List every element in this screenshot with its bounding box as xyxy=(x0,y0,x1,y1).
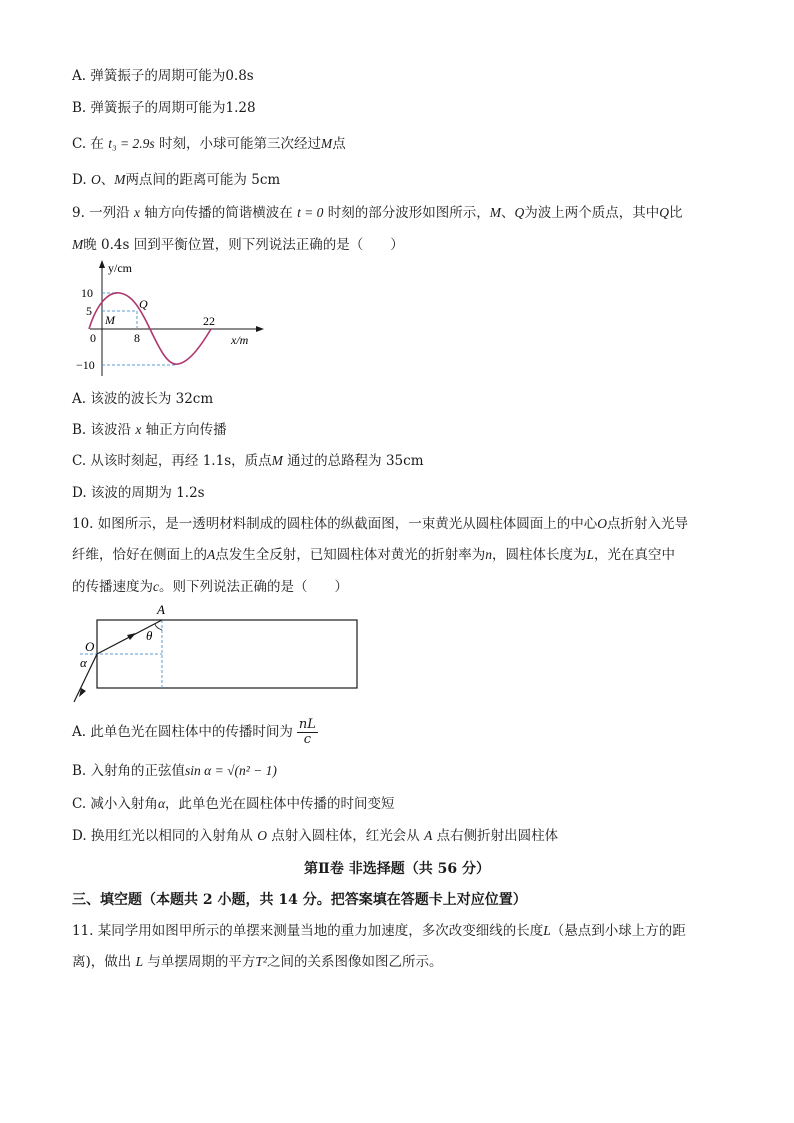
label-theta: θ xyxy=(146,628,153,643)
label-q: Q xyxy=(139,297,148,311)
label-m: M xyxy=(105,313,115,327)
tick-x-8: 8 xyxy=(134,331,140,345)
q10-stem-line1: 10. 如图所示，是一透明材料制成的圆柱体的纵截面图，一束黄光从圆柱体圆面上的中心O点折射入光导 xyxy=(72,516,689,532)
q10-stem-line3: 的传播速度为c。则下列说法正确的是（ ） xyxy=(72,579,348,595)
q9-option-c: C. 从该时刻起，再经 1.1s，质点M 通过的总路程为 35cm xyxy=(72,453,424,469)
q10-stem-line2: 纤维，恰好在侧面上的A点发生全反射，已知圆柱体对黄光的折射率为n，圆柱体长度为L，光在真空中 xyxy=(72,547,676,563)
tick-y-5: 5 xyxy=(86,304,92,318)
q9-stem-line2: M晚 0.4s 回到平衡位置，则下列说法正确的是（ ） xyxy=(72,237,404,253)
q9-option-a: A. 该波的波长为 32cm xyxy=(72,391,214,407)
x-axis-label: x/m xyxy=(231,333,249,347)
fraction-nl-over-c: $\frac{nL}{c}$ xyxy=(298,717,316,747)
q11-stem-line1: 11. 某同学用如图甲所示的单摆来测量当地的重力加速度，多次改变细线的长度L（悬点到小球上方的距 xyxy=(72,923,686,939)
label-a: A xyxy=(157,602,165,617)
cylinder-figure xyxy=(66,600,366,706)
theta-arc xyxy=(155,624,162,630)
q10-option-a: A. 此单色光在圆柱体中的传播时间为 $\frac{nL}{c}$ xyxy=(72,717,316,747)
refracted-arrow xyxy=(127,633,136,640)
wave-graph xyxy=(72,258,272,380)
q11-stem-line2: 离)，做出 L 与单摆周期的平方T²之间的关系图像如图乙所示。 xyxy=(72,954,443,970)
y-axis-label: y/cm xyxy=(108,261,132,275)
q10-option-c: C. 减小入射角α，此单色光在圆柱体中传播的时间变短 xyxy=(72,796,395,812)
q8-option-b: B. 弹簧振子的周期可能为1.28 xyxy=(72,100,256,116)
q8-option-c: C. 在 t₃ = 2.9s 时刻，小球可能第三次经过M点 xyxy=(72,136,346,152)
part2-title: 第Ⅱ卷 非选择题（共 56 分） xyxy=(304,861,490,877)
y-axis-arrow xyxy=(99,260,105,268)
tick-x-22: 22 xyxy=(203,314,215,328)
tick-y-10: 10 xyxy=(81,286,93,300)
q9-stem-line1: 9. 一列沿 x 轴方向传播的简谐横波在 t = 0 时刻的部分波形如图所示，M、Q为波上两个质点，其中Q比 xyxy=(72,205,683,221)
q10-option-d: D. 换用红光以相同的入射角从 O 点射入圆柱体，红光会从 A 点右侧折射出圆柱体 xyxy=(72,828,559,844)
tick-y-neg10: −10 xyxy=(76,358,95,372)
label-o: O xyxy=(85,639,95,654)
label-alpha: α xyxy=(80,655,87,670)
q9-option-b: B. 该波沿 x 轴正方向传播 xyxy=(72,422,227,438)
q9-option-d: D. 该波的周期为 1.2s xyxy=(72,485,205,501)
q8-option-a: A. 弹簧振子的周期可能为0.8s xyxy=(72,68,254,84)
x-axis-arrow xyxy=(256,326,264,332)
q8-option-d: D. O、M两点间的距离可能为 5cm xyxy=(72,172,281,188)
q10-option-b: B. 入射角的正弦值sin α = √(n² − 1) xyxy=(72,763,277,779)
wave-curve xyxy=(89,293,211,364)
tick-x-0: 0 xyxy=(90,331,96,345)
section3-title: 三、填空题（本题共 2 小题，共 14 分。把答案填在答题卡上对应位置） xyxy=(72,892,527,908)
